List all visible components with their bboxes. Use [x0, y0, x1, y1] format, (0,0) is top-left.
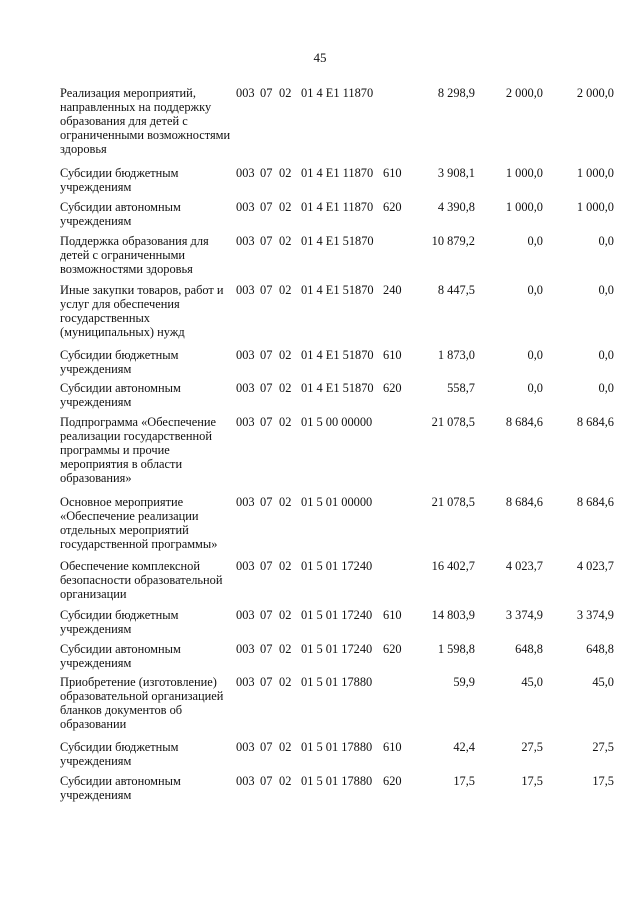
amount-year-1: 8 298,9 — [437, 86, 475, 100]
grbs-code: 003 — [236, 495, 255, 509]
amount-year-2: 3 374,9 — [505, 608, 543, 622]
row-name: Иные закупки товаров, работ и услуг для обеспечения государственных (муниципальных) нужд — [60, 283, 224, 339]
amount-year-3: 0,0 — [598, 234, 614, 248]
expense-type-code: 620 — [383, 381, 402, 395]
row-name: Субсидии бюджетным учреждениям — [60, 348, 179, 376]
grbs-code: 003 — [236, 283, 255, 297]
expense-type-code: 620 — [383, 642, 402, 656]
amount-year-2: 2 000,0 — [505, 86, 543, 100]
target-item-code: 01 4 Е1 51870 — [301, 283, 374, 297]
amount-year-1: 17,5 — [453, 774, 475, 788]
target-item-code: 01 5 00 00000 — [301, 415, 373, 429]
amount-year-1: 4 390,8 — [437, 200, 475, 214]
section-code: 07 — [260, 283, 273, 297]
subsection-code: 02 — [279, 675, 292, 689]
grbs-code: 003 — [236, 642, 255, 656]
amount-year-1: 10 879,2 — [431, 234, 475, 248]
amount-year-3: 8 684,6 — [576, 415, 614, 429]
target-item-code: 01 4 Е1 51870 — [301, 234, 374, 248]
subsection-code: 02 — [279, 495, 292, 509]
subsection-code: 02 — [279, 86, 292, 100]
amount-year-3: 1 000,0 — [576, 166, 614, 180]
section-code: 07 — [260, 559, 273, 573]
amount-year-3: 8 684,6 — [576, 495, 614, 509]
subsection-code: 02 — [279, 200, 292, 214]
amount-year-2: 17,5 — [521, 774, 543, 788]
amount-year-2: 648,8 — [515, 642, 543, 656]
row-name: Приобретение (изготовление) образовательной организацией бланков документов об образовании — [60, 675, 224, 731]
amount-year-1: 3 908,1 — [437, 166, 475, 180]
section-code: 07 — [260, 675, 273, 689]
row-name: Субсидии автономным учреждениям — [60, 642, 181, 670]
section-code: 07 — [260, 774, 273, 788]
expense-type-code: 610 — [383, 348, 402, 362]
target-item-code: 01 4 Е1 51870 — [301, 381, 374, 395]
subsection-code: 02 — [279, 415, 292, 429]
section-code: 07 — [260, 415, 273, 429]
grbs-code: 003 — [236, 381, 255, 395]
row-name: Субсидии бюджетным учреждениям — [60, 166, 179, 194]
row-name: Субсидии автономным учреждениям — [60, 200, 181, 228]
target-item-code: 01 5 01 17240 — [301, 608, 373, 622]
row-name: Обеспечение комплексной безопасности образовательной организации — [60, 559, 223, 601]
grbs-code: 003 — [236, 234, 255, 248]
expense-type-code: 610 — [383, 608, 402, 622]
target-item-code: 01 5 01 17880 — [301, 740, 373, 754]
target-item-code: 01 5 01 17880 — [301, 675, 373, 689]
expense-type-code: 240 — [383, 283, 402, 297]
section-code: 07 — [260, 740, 273, 754]
section-code: 07 — [260, 234, 273, 248]
amount-year-3: 2 000,0 — [576, 86, 614, 100]
amount-year-1: 42,4 — [453, 740, 475, 754]
amount-year-3: 0,0 — [598, 381, 614, 395]
amount-year-3: 27,5 — [592, 740, 614, 754]
section-code: 07 — [260, 608, 273, 622]
grbs-code: 003 — [236, 86, 255, 100]
amount-year-2: 45,0 — [521, 675, 543, 689]
section-code: 07 — [260, 495, 273, 509]
amount-year-1: 21 078,5 — [431, 415, 475, 429]
grbs-code: 003 — [236, 559, 255, 573]
target-item-code: 01 5 01 00000 — [301, 495, 373, 509]
amount-year-1: 14 803,9 — [431, 608, 475, 622]
amount-year-1: 558,7 — [447, 381, 475, 395]
amount-year-3: 4 023,7 — [576, 559, 614, 573]
subsection-code: 02 — [279, 642, 292, 656]
target-item-code: 01 4 Е1 51870 — [301, 348, 374, 362]
amount-year-3: 0,0 — [598, 283, 614, 297]
expense-type-code: 610 — [383, 740, 402, 754]
grbs-code: 003 — [236, 675, 255, 689]
expense-type-code: 620 — [383, 200, 402, 214]
target-item-code: 01 5 01 17880 — [301, 774, 373, 788]
row-name: Реализация мероприятий, направленных на поддержку образования для детей с ограниченными возможностями здоровья — [60, 86, 231, 156]
subsection-code: 02 — [279, 740, 292, 754]
amount-year-1: 59,9 — [453, 675, 475, 689]
target-item-code: 01 4 Е1 11870 — [301, 86, 374, 100]
subsection-code: 02 — [279, 283, 292, 297]
amount-year-2: 8 684,6 — [505, 495, 543, 509]
subsection-code: 02 — [279, 774, 292, 788]
subsection-code: 02 — [279, 234, 292, 248]
amount-year-3: 17,5 — [592, 774, 614, 788]
section-code: 07 — [260, 642, 273, 656]
amount-year-3: 1 000,0 — [576, 200, 614, 214]
amount-year-3: 3 374,9 — [576, 608, 614, 622]
subsection-code: 02 — [279, 166, 292, 180]
amount-year-1: 8 447,5 — [437, 283, 475, 297]
row-name: Подпрограмма «Обеспечение реализации государственной программы и прочие мероприятия в области образования» — [60, 415, 216, 485]
subsection-code: 02 — [279, 348, 292, 362]
amount-year-1: 1 598,8 — [437, 642, 475, 656]
amount-year-2: 0,0 — [527, 234, 543, 248]
subsection-code: 02 — [279, 608, 292, 622]
page-number: 45 — [313, 50, 327, 65]
amount-year-2: 1 000,0 — [505, 166, 543, 180]
grbs-code: 003 — [236, 608, 255, 622]
expense-type-code: 620 — [383, 774, 402, 788]
grbs-code: 003 — [236, 774, 255, 788]
section-code: 07 — [260, 86, 273, 100]
expense-type-code: 610 — [383, 166, 402, 180]
amount-year-3: 648,8 — [586, 642, 614, 656]
amount-year-1: 16 402,7 — [431, 559, 475, 573]
subsection-code: 02 — [279, 381, 292, 395]
grbs-code: 003 — [236, 166, 255, 180]
amount-year-2: 0,0 — [527, 283, 543, 297]
amount-year-3: 45,0 — [592, 675, 614, 689]
grbs-code: 003 — [236, 348, 255, 362]
subsection-code: 02 — [279, 559, 292, 573]
row-name: Субсидии бюджетным учреждениям — [60, 608, 179, 636]
amount-year-2: 27,5 — [521, 740, 543, 754]
amount-year-2: 0,0 — [527, 348, 543, 362]
grbs-code: 003 — [236, 415, 255, 429]
section-code: 07 — [260, 200, 273, 214]
amount-year-2: 0,0 — [527, 381, 543, 395]
row-name: Субсидии бюджетным учреждениям — [60, 740, 179, 768]
amount-year-1: 1 873,0 — [437, 348, 475, 362]
row-name: Поддержка образования для детей с ограниченными возможностями здоровья — [60, 234, 209, 276]
section-code: 07 — [260, 381, 273, 395]
row-name: Субсидии автономным учреждениям — [60, 774, 181, 802]
target-item-code: 01 5 01 17240 — [301, 559, 373, 573]
amount-year-2: 4 023,7 — [505, 559, 543, 573]
grbs-code: 003 — [236, 200, 255, 214]
section-code: 07 — [260, 166, 273, 180]
target-item-code: 01 5 01 17240 — [301, 642, 373, 656]
amount-year-2: 1 000,0 — [505, 200, 543, 214]
amount-year-1: 21 078,5 — [431, 495, 475, 509]
target-item-code: 01 4 Е1 11870 — [301, 166, 374, 180]
target-item-code: 01 4 Е1 11870 — [301, 200, 374, 214]
section-code: 07 — [260, 348, 273, 362]
row-name: Основное мероприятие «Обеспечение реализации отдельных мероприятий государственной программы» — [60, 495, 218, 551]
amount-year-2: 8 684,6 — [505, 415, 543, 429]
row-name: Субсидии автономным учреждениям — [60, 381, 181, 409]
grbs-code: 003 — [236, 740, 255, 754]
amount-year-3: 0,0 — [598, 348, 614, 362]
